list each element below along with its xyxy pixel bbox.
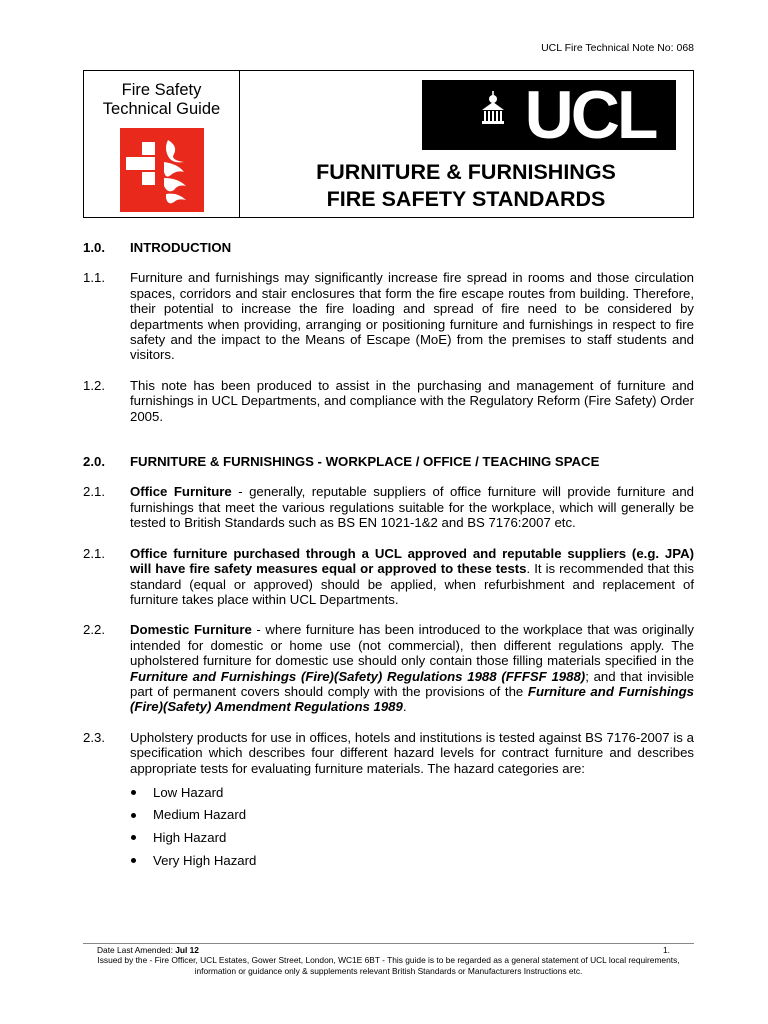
list-item — [130, 781, 694, 804]
paragraph-body: ; and that invisible part of permanent covers should comply with the provisions of the — [130, 668, 694, 699]
section-heading-workplace — [83, 454, 694, 469]
paragraph-number: 1.1. — [83, 270, 105, 286]
paragraph-number: 2.3. — [83, 729, 105, 745]
paragraph-2-1-office — [83, 484, 694, 530]
bullet-icon — [131, 835, 136, 840]
paragraph-text: This note has been produced to assist in the purchasing and management of furniture and furnishings in UCL Departments, and compliance with the Regulatory Reform (Fire Safety) Order 2005. — [130, 377, 694, 424]
document-title — [239, 159, 693, 213]
title-line-1: FURNITURE & FURNISHINGS — [316, 160, 616, 184]
paragraph-2-3-upholstery — [83, 730, 694, 776]
list-item — [130, 826, 694, 849]
paragraph-body: . — [402, 699, 407, 715]
regulation-reference: Furniture and Furnishings (Fire)(Safety) Regulations 1988 (FFFSF 1988) — [130, 668, 586, 684]
regulation-reference: Furniture and Furnishings (Fire)(Safety) Amendment Regulations 1989 — [130, 683, 694, 715]
bullet-icon — [131, 790, 136, 795]
paragraph-text: Furniture and furnishings may significantly increase fire spread in rooms and those circulation spaces, corridors and stair enclosures that form the fire escape routes from building. Therefore, their potential to increase the fire loading and spread of fire need to be considered by departments when providing, arranging or positioning furniture and furnishings in respect to fire safety and the impact to the Means of Escape (MoE) from the premises to staff students and visitors. — [130, 270, 694, 363]
page-footer — [83, 943, 694, 976]
date-amended-label: Date Last Amended: — [97, 945, 176, 955]
paragraph-text: Upholstery products for use in offices, hotels and institutions is tested against BS 7176-2007 is a specification which describes four different hazard levels for contract furniture and describes appropriate tests for evaluating furniture materials. The hazard categories are: — [130, 729, 694, 776]
section-number: 1.0. — [83, 240, 105, 255]
paragraph-text — [130, 484, 694, 530]
footer-divider — [83, 943, 694, 944]
paragraph-1-2 — [83, 378, 694, 424]
ucl-logo — [422, 80, 676, 150]
bold-term: Domestic Furniture — [130, 622, 252, 638]
hazard-label: Low Hazard — [153, 784, 224, 800]
hazard-label: Very High Hazard — [153, 852, 257, 868]
section-heading-introduction — [83, 240, 694, 255]
document-body — [83, 240, 694, 872]
paragraph-number: 2.1. — [83, 484, 105, 500]
paragraph-number: 2.2. — [83, 622, 105, 638]
paragraph-number: 2.1. — [83, 545, 105, 561]
date-amended-value: Jul 12 — [175, 945, 199, 955]
date-amended — [97, 945, 199, 955]
section-title: FURNITURE & FURNISHINGS - WORKPLACE / OFFICE / TEACHING SPACE — [130, 454, 600, 470]
section-title: INTRODUCTION — [130, 240, 232, 255]
bold-statement: Office furniture purchased through a UCL approved and reputable suppliers (e.g. JPA) will have fire safety measures equal or approved to these tests — [130, 545, 694, 577]
paragraph-body: . It is recommended that this standard (equal or approved) should be applied, when refurbishment and replacement of furniture takes place within UCL Departments. — [130, 561, 694, 607]
paragraph-2-2-domestic — [83, 622, 694, 714]
list-item — [130, 849, 694, 872]
footer-issued-statement: Issued by the - Fire Officer, UCL Estates, Gower Street, London, WC1E 6BT - This guide is to be regarded as a general statement of UCL local requirements, information or guidance only & supplements relevant British Standards or Manufacturers Instructions etc. — [97, 955, 680, 976]
paragraph-body: - where furniture has been introduced to the workplace that was originally intended for domestic or home use (not commercial), then different regulations apply. The upholstered furniture for domestic use should only contain those filling materials specified in the — [130, 622, 695, 669]
guide-title — [84, 81, 239, 119]
technical-note-number: UCL Fire Technical Note No: 068 — [541, 42, 694, 54]
ucl-logo-text: UCL — [524, 80, 656, 150]
paragraph-2-1-approved — [83, 546, 694, 608]
section-number: 2.0. — [83, 454, 105, 470]
list-item — [130, 804, 694, 827]
footer-meta — [83, 945, 694, 955]
paragraph-text — [130, 622, 694, 714]
paragraph-1-1 — [83, 270, 694, 362]
bullet-icon — [131, 858, 136, 863]
title-line-2: FIRE SAFETY STANDARDS — [326, 187, 606, 211]
hazard-label: High Hazard — [153, 829, 227, 845]
bold-term: Office Furniture — [130, 484, 232, 500]
hazard-list — [83, 781, 694, 872]
guide-title-line-2: Technical Guide — [102, 100, 221, 118]
paragraph-number: 1.2. — [83, 377, 105, 393]
guide-panel — [84, 71, 240, 217]
paragraph-text — [130, 546, 694, 608]
document-header — [83, 70, 694, 218]
guide-title-line-1: Fire Safety — [121, 81, 202, 99]
paragraph-body: - generally, reputable suppliers of office furniture will provide furniture and furnishings that meet the various regulations suitable for the workplace, which will generally be tested to British Standards such as BS EN 1021-1&2 and BS 7176:2007 etc. — [130, 484, 694, 531]
bullet-icon — [131, 813, 136, 818]
hazard-label: Medium Hazard — [153, 807, 247, 823]
page-number: 1. — [663, 945, 670, 955]
fire-flame-icon — [120, 128, 204, 212]
